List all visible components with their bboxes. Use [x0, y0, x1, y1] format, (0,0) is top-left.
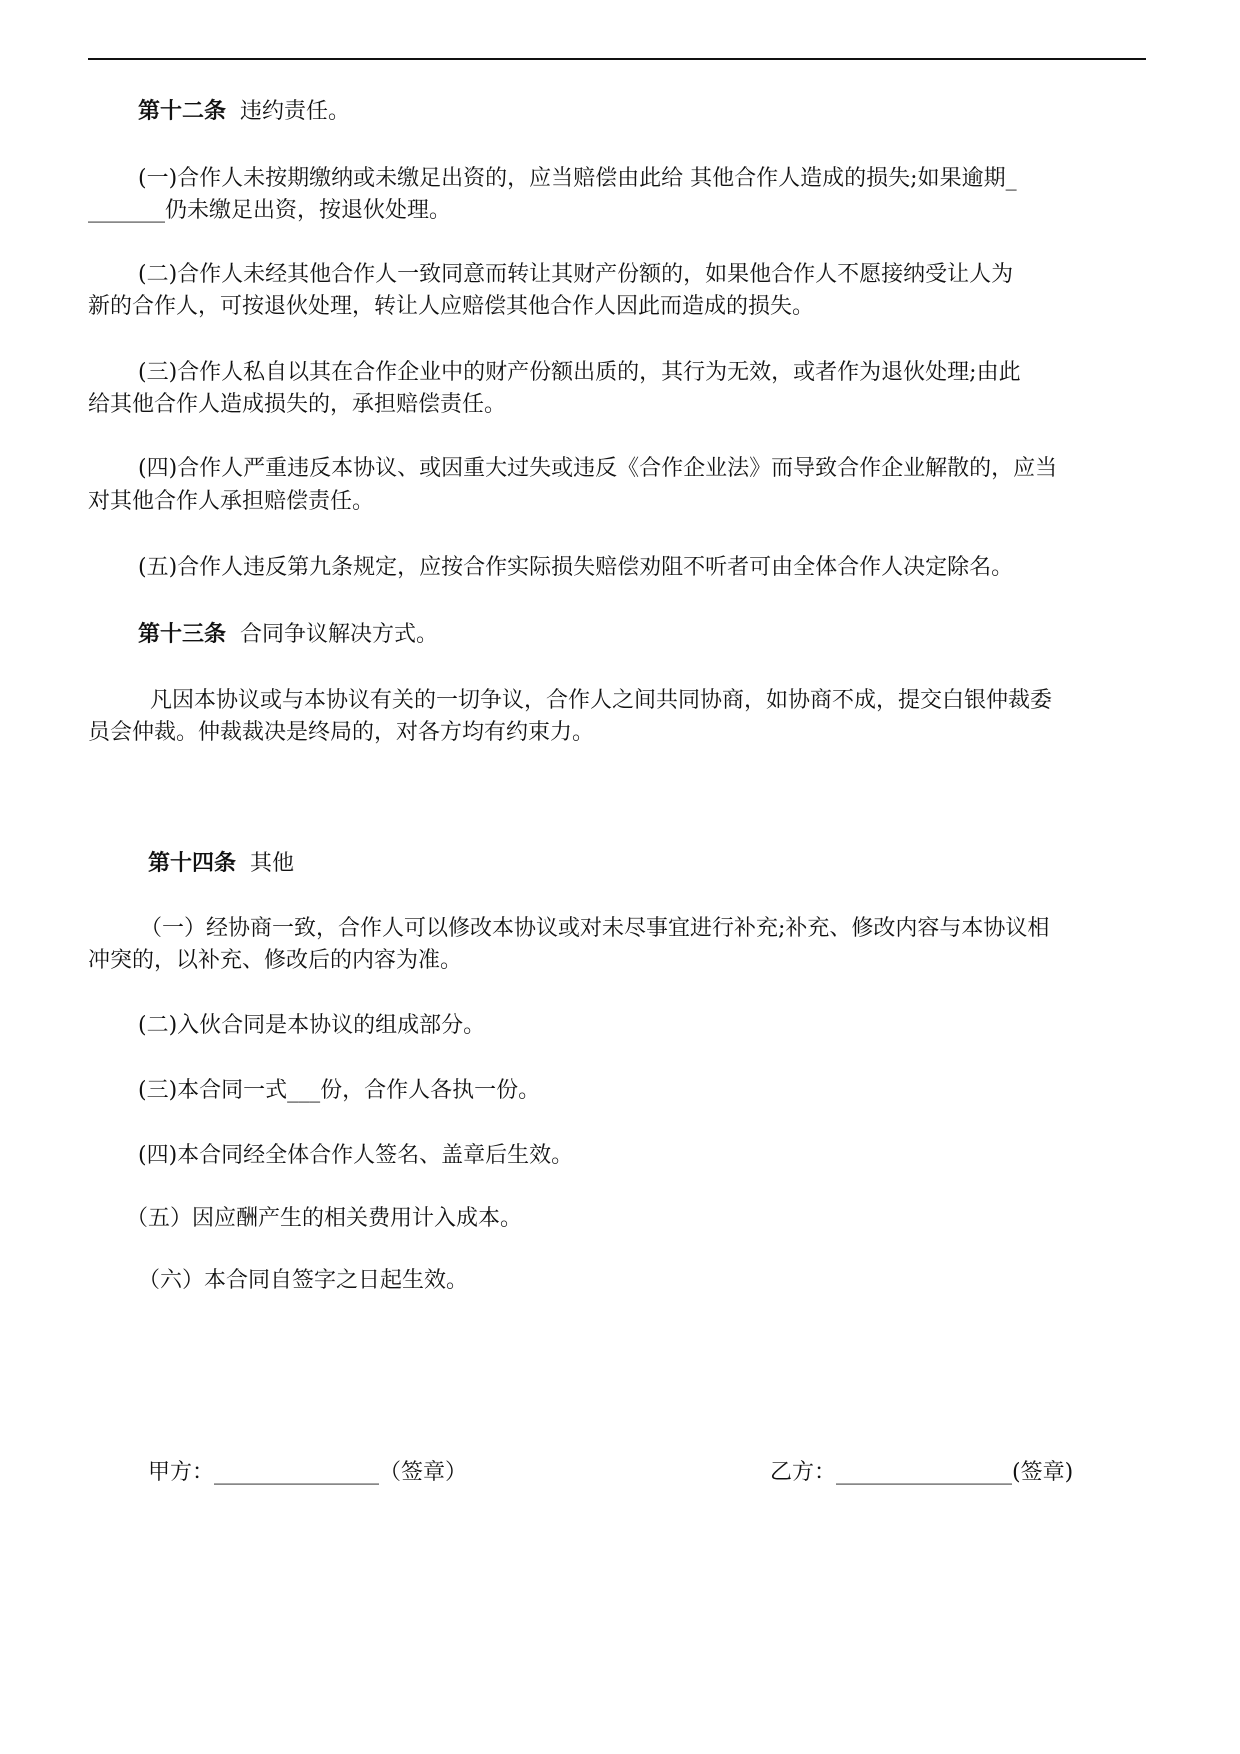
article-12-item-1-line-1: (一)合作人未按期缴纳或未缴足出资的，应当赔偿由此给 其他合作人造成的损失;如果逾期_ [138, 166, 1017, 191]
article-12-item-5: (五)合作人违反第九条规定，应按合作实际损失赔偿劝阻不听者可由全体合作人决定除名。 [138, 555, 1014, 580]
article-14-title: 其他 [250, 851, 295, 876]
article-14-item-3: (三)本合同一式___份，合作人各执一份。 [138, 1078, 541, 1103]
article-14-item-1-line-1: （一）经协商一致，合作人可以修改本协议或对未尽事宜进行补充;补充、修改内容与本协议相 [140, 916, 1050, 941]
article-12-title: 违约责任。 [240, 99, 351, 124]
signature-party-a: 甲方：_______________（签章） [148, 1460, 468, 1485]
article-14-number: 第十四条 [148, 850, 237, 876]
article-13-heading [138, 619, 438, 650]
article-13-para-line-1: 凡因本协议或与本协议有关的一切争议，合作人之间共同协商，如协商不成，提交白银仲裁委 [150, 688, 1053, 713]
article-12-item-3-line-1: (三)合作人私自以其在合作企业中的财产份额出质的，其行为无效，或者作为退伙处理;由此 [138, 360, 1021, 385]
article-13-para-line-2: 员会仲裁。仲裁裁决是终局的，对各方均有约束力。 [88, 720, 595, 745]
article-14-item-1-line-2: 冲突的，以补充、修改后的内容为准。 [88, 948, 463, 973]
article-12-item-3-line-2: 给其他合作人造成损失的，承担赔偿责任。 [88, 392, 507, 417]
article-12-item-1-line-2: _______仍未缴足出资，按退伙处理。 [88, 198, 452, 223]
article-12-item-2-line-2: 新的合作人，可按退伙处理，转让人应赔偿其他合作人因此而造成的损失。 [88, 294, 815, 319]
article-12-item-4-line-1: (四)合作人严重违反本协议、或因重大过失或违反《合作企业法》而导致合作企业解散的，应当 [138, 456, 1058, 481]
article-12-number: 第十二条 [138, 98, 227, 124]
article-13-title: 合同争议解决方式。 [240, 622, 439, 647]
article-14-item-5: （五）因应酬产生的相关费用计入成本。 [126, 1206, 523, 1231]
article-14-heading [148, 848, 294, 879]
article-14-item-2: (二)入伙合同是本协议的组成部分。 [138, 1013, 486, 1038]
article-12-item-2-line-1: (二)合作人未经其他合作人一致同意而转让其财产份额的，如果他合作人不愿接纳受让人为 [138, 262, 1014, 287]
article-13-number: 第十三条 [138, 621, 227, 647]
header-rule [88, 58, 1146, 60]
article-12-heading [138, 96, 350, 127]
article-14-item-6: （六）本合同自签字之日起生效。 [138, 1268, 469, 1293]
signature-party-b: 乙方：________________(签章) [770, 1460, 1074, 1485]
article-14-item-4: (四)本合同经全体合作人签名、盖章后生效。 [138, 1143, 574, 1168]
article-12-item-4-line-2: 对其他合作人承担赔偿责任。 [88, 489, 375, 514]
